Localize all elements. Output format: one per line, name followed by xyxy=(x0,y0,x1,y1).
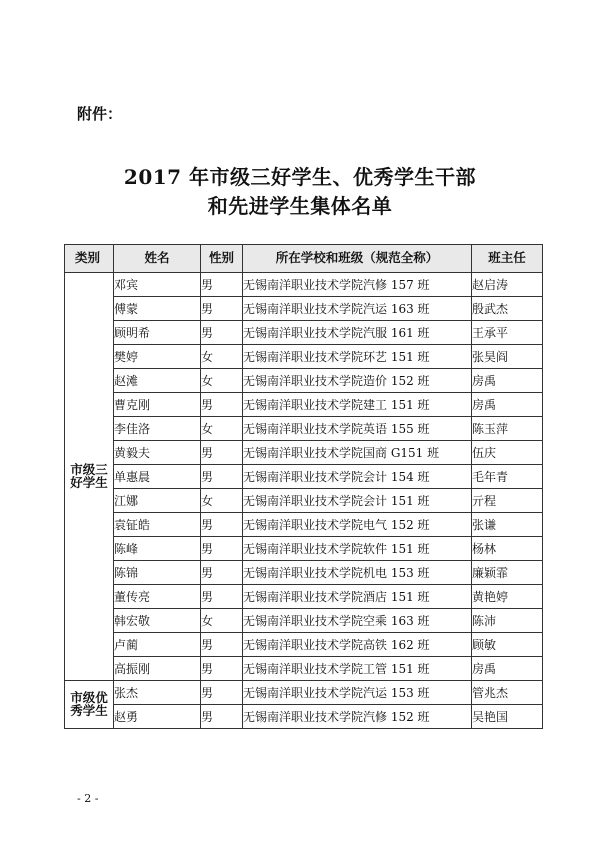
header-teacher: 班主任 xyxy=(472,245,543,273)
school-class-cell: 无锡南洋职业技术学院空乘 163 班 xyxy=(243,609,472,633)
class-teacher-cell: 伍庆 xyxy=(472,441,543,465)
student-name-cell: 陈峰 xyxy=(114,537,201,561)
student-name-cell: 傅蒙 xyxy=(114,297,201,321)
student-name-cell: 董传亮 xyxy=(114,585,201,609)
document-title-line-2: 和先进学生集体名单 xyxy=(207,194,393,218)
sex-cell: 男 xyxy=(201,537,243,561)
table-row xyxy=(65,417,543,441)
category-cell: 市级三好学生 xyxy=(65,273,114,681)
student-name-cell: 江娜 xyxy=(114,489,201,513)
class-teacher-cell: 张谦 xyxy=(472,513,543,537)
sex-cell: 男 xyxy=(201,681,243,705)
sex-cell: 男 xyxy=(201,705,243,729)
class-teacher-cell: 陈玉萍 xyxy=(472,417,543,441)
school-class-cell: 无锡南洋职业技术学院汽运 153 班 xyxy=(243,681,472,705)
class-teacher-cell: 管兆杰 xyxy=(472,681,543,705)
school-class-cell: 无锡南洋职业技术学院造价 152 班 xyxy=(243,369,472,393)
document-title-line-1: 2017 年市级三好学生、优秀学生干部 xyxy=(123,165,477,189)
table-row xyxy=(65,681,543,705)
class-teacher-cell: 黄艳婷 xyxy=(472,585,543,609)
sex-cell: 男 xyxy=(201,633,243,657)
table-row xyxy=(65,705,543,729)
school-class-cell: 无锡南洋职业技术学院会计 154 班 xyxy=(243,465,472,489)
sex-cell: 女 xyxy=(201,345,243,369)
student-name-cell: 张杰 xyxy=(114,681,201,705)
table-row xyxy=(65,585,543,609)
student-name-cell: 单惠晨 xyxy=(114,465,201,489)
table-row xyxy=(65,273,543,297)
class-teacher-cell: 杨林 xyxy=(472,537,543,561)
student-name-cell: 邓宾 xyxy=(114,273,201,297)
sex-cell: 女 xyxy=(201,369,243,393)
sex-cell: 女 xyxy=(201,609,243,633)
student-name-cell: 樊婷 xyxy=(114,345,201,369)
student-name-cell: 高振刚 xyxy=(114,657,201,681)
table-row xyxy=(65,537,543,561)
table-row xyxy=(65,633,543,657)
header-category: 类别 xyxy=(65,245,114,273)
table-row xyxy=(65,513,543,537)
class-teacher-cell: 陈沛 xyxy=(472,609,543,633)
school-class-cell: 无锡南洋职业技术学院工管 151 班 xyxy=(243,657,472,681)
class-teacher-cell: 毛年青 xyxy=(472,465,543,489)
class-teacher-cell: 房禹 xyxy=(472,393,543,417)
table-row xyxy=(65,369,543,393)
class-teacher-cell: 吴艳国 xyxy=(472,705,543,729)
table-header-row xyxy=(65,245,543,273)
class-teacher-cell: 房禹 xyxy=(472,369,543,393)
sex-cell: 男 xyxy=(201,297,243,321)
sex-cell: 男 xyxy=(201,513,243,537)
class-teacher-cell: 亓程 xyxy=(472,489,543,513)
table-row xyxy=(65,441,543,465)
school-class-cell: 无锡南洋职业技术学院会计 151 班 xyxy=(243,489,472,513)
page-number: - 2 - xyxy=(77,792,99,805)
class-teacher-cell: 张昊阎 xyxy=(472,345,543,369)
student-name-cell: 袁钲皓 xyxy=(114,513,201,537)
student-roster-table xyxy=(64,244,543,729)
class-teacher-cell: 房禹 xyxy=(472,657,543,681)
class-teacher-cell: 顾敏 xyxy=(472,633,543,657)
school-class-cell: 无锡南洋职业技术学院汽修 157 班 xyxy=(243,273,472,297)
student-name-cell: 赵勇 xyxy=(114,705,201,729)
school-class-cell: 无锡南洋职业技术学院电气 152 班 xyxy=(243,513,472,537)
sex-cell: 男 xyxy=(201,441,243,465)
class-teacher-cell: 赵启涛 xyxy=(472,273,543,297)
school-class-cell: 无锡南洋职业技术学院汽修 152 班 xyxy=(243,705,472,729)
student-name-cell: 卢蔺 xyxy=(114,633,201,657)
class-teacher-cell: 王承平 xyxy=(472,321,543,345)
sex-cell: 女 xyxy=(201,417,243,441)
attachment-label: 附件： xyxy=(77,105,123,123)
sex-cell: 女 xyxy=(201,489,243,513)
student-name-cell: 顾明希 xyxy=(114,321,201,345)
school-class-cell: 无锡南洋职业技术学院汽服 161 班 xyxy=(243,321,472,345)
class-teacher-cell: 殷武杰 xyxy=(472,297,543,321)
student-name-cell: 李佳洛 xyxy=(114,417,201,441)
table-row xyxy=(65,321,543,345)
sex-cell: 男 xyxy=(201,561,243,585)
school-class-cell: 无锡南洋职业技术学院软件 151 班 xyxy=(243,537,472,561)
school-class-cell: 无锡南洋职业技术学院建工 151 班 xyxy=(243,393,472,417)
student-name-cell: 赵滩 xyxy=(114,369,201,393)
table-row xyxy=(65,465,543,489)
student-name-cell: 黄毅夫 xyxy=(114,441,201,465)
student-name-cell: 陈锦 xyxy=(114,561,201,585)
table-row xyxy=(65,393,543,417)
student-name-cell: 韩宏敬 xyxy=(114,609,201,633)
table-row xyxy=(65,561,543,585)
school-class-cell: 无锡南洋职业技术学院高铁 162 班 xyxy=(243,633,472,657)
sex-cell: 男 xyxy=(201,321,243,345)
table-row xyxy=(65,609,543,633)
table-row xyxy=(65,657,543,681)
school-class-cell: 无锡南洋职业技术学院国商 G151 班 xyxy=(243,441,472,465)
sex-cell: 男 xyxy=(201,465,243,489)
sex-cell: 男 xyxy=(201,273,243,297)
school-class-cell: 无锡南洋职业技术学院机电 153 班 xyxy=(243,561,472,585)
table-row xyxy=(65,297,543,321)
header-name: 姓名 xyxy=(114,245,201,273)
school-class-cell: 无锡南洋职业技术学院酒店 151 班 xyxy=(243,585,472,609)
sex-cell: 男 xyxy=(201,393,243,417)
school-class-cell: 无锡南洋职业技术学院汽运 163 班 xyxy=(243,297,472,321)
school-class-cell: 无锡南洋职业技术学院英语 155 班 xyxy=(243,417,472,441)
class-teacher-cell: 廉颖霏 xyxy=(472,561,543,585)
category-cell: 市级优秀学生 xyxy=(65,681,114,729)
table-row xyxy=(65,345,543,369)
student-name-cell: 曹克刚 xyxy=(114,393,201,417)
school-class-cell: 无锡南洋职业技术学院环艺 151 班 xyxy=(243,345,472,369)
sex-cell: 男 xyxy=(201,657,243,681)
sex-cell: 男 xyxy=(201,585,243,609)
header-sex: 性别 xyxy=(201,245,243,273)
table-row xyxy=(65,489,543,513)
header-school-class: 所在学校和班级（规范全称） xyxy=(243,245,472,273)
